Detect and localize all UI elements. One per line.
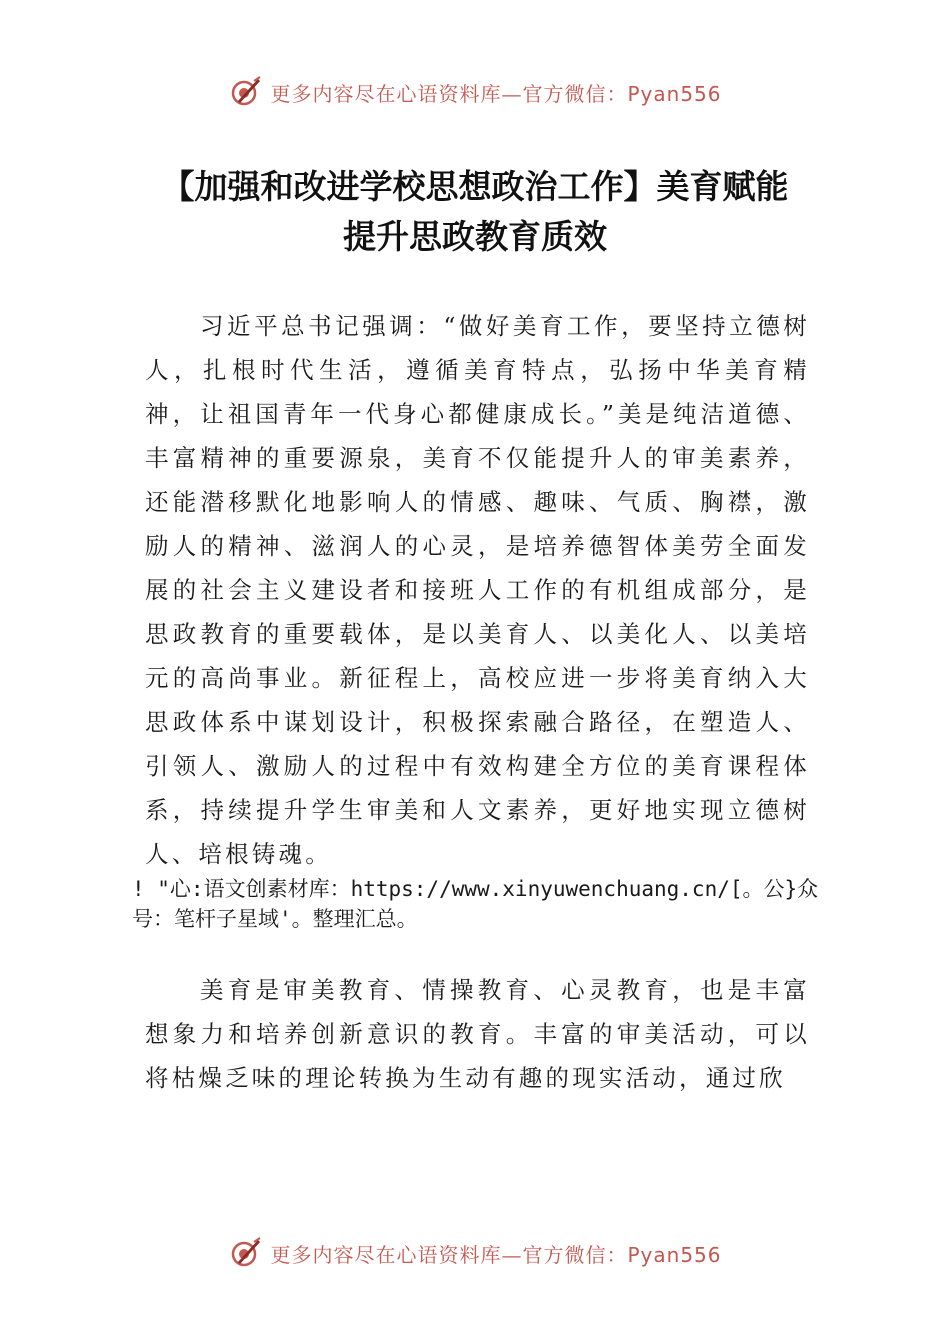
pen-logo-icon	[228, 75, 262, 109]
header-banner	[0, 70, 950, 114]
body-paragraph-2: 美育是审美教育、情操教育、心灵教育，也是丰富想象力和培养创新意识的教育。丰富的审美活动，可以将枯燥乏味的理论转换为生动有趣的现实活动，通过欣	[145, 976, 810, 1092]
pen-logo-icon	[228, 1236, 262, 1270]
document-title	[110, 162, 840, 262]
banner-text: 更多内容尽在心语资料库—官方微信：Pyan556	[270, 1242, 722, 1267]
footer-banner	[0, 1231, 950, 1275]
body-paragraph-1: 习近平总书记强调：“做好美育工作，要坚持立德树人，扎根时代生活，遵循美育特点，弘扬中华美育精神，让祖国青年一代身心都健康成长。”美是纯洁道德、丰富精神的重要源泉，美育不仅能提升人的审美素养，还能潜移默化地影响人的情感、趣味、气质、胸襟，激励人的精神、滋润人的心灵，是培养德智体美劳全面发展的社会主义建设者和接班人工作的有机组成部分，是思政教育的重要载体，是以美育人、以美化人、以美培元的高尚事业。新征程上，高校应进一步将美育纳入大思政体系中谋划设计，积极探索融合路径，在塑造人、引领人、激励人的过程中有效构建全方位的美育课程体系，持续提升学生审美和人文素养，更好地实现立德树人、培根铸魂。	[145, 312, 810, 868]
title-line-1: 【加强和改进学校思想政治工作】美育赋能	[161, 167, 789, 206]
title-line-2: 提升思政教育质效	[343, 217, 607, 256]
banner-text: 更多内容尽在心语资料库—官方微信：Pyan556	[270, 81, 722, 106]
source-watermark-text: ! "心:语文创素材库：https://www.xinyuwenchuang.cn/[。公}众号：笔杆子星域'。整理汇总。	[132, 877, 819, 931]
